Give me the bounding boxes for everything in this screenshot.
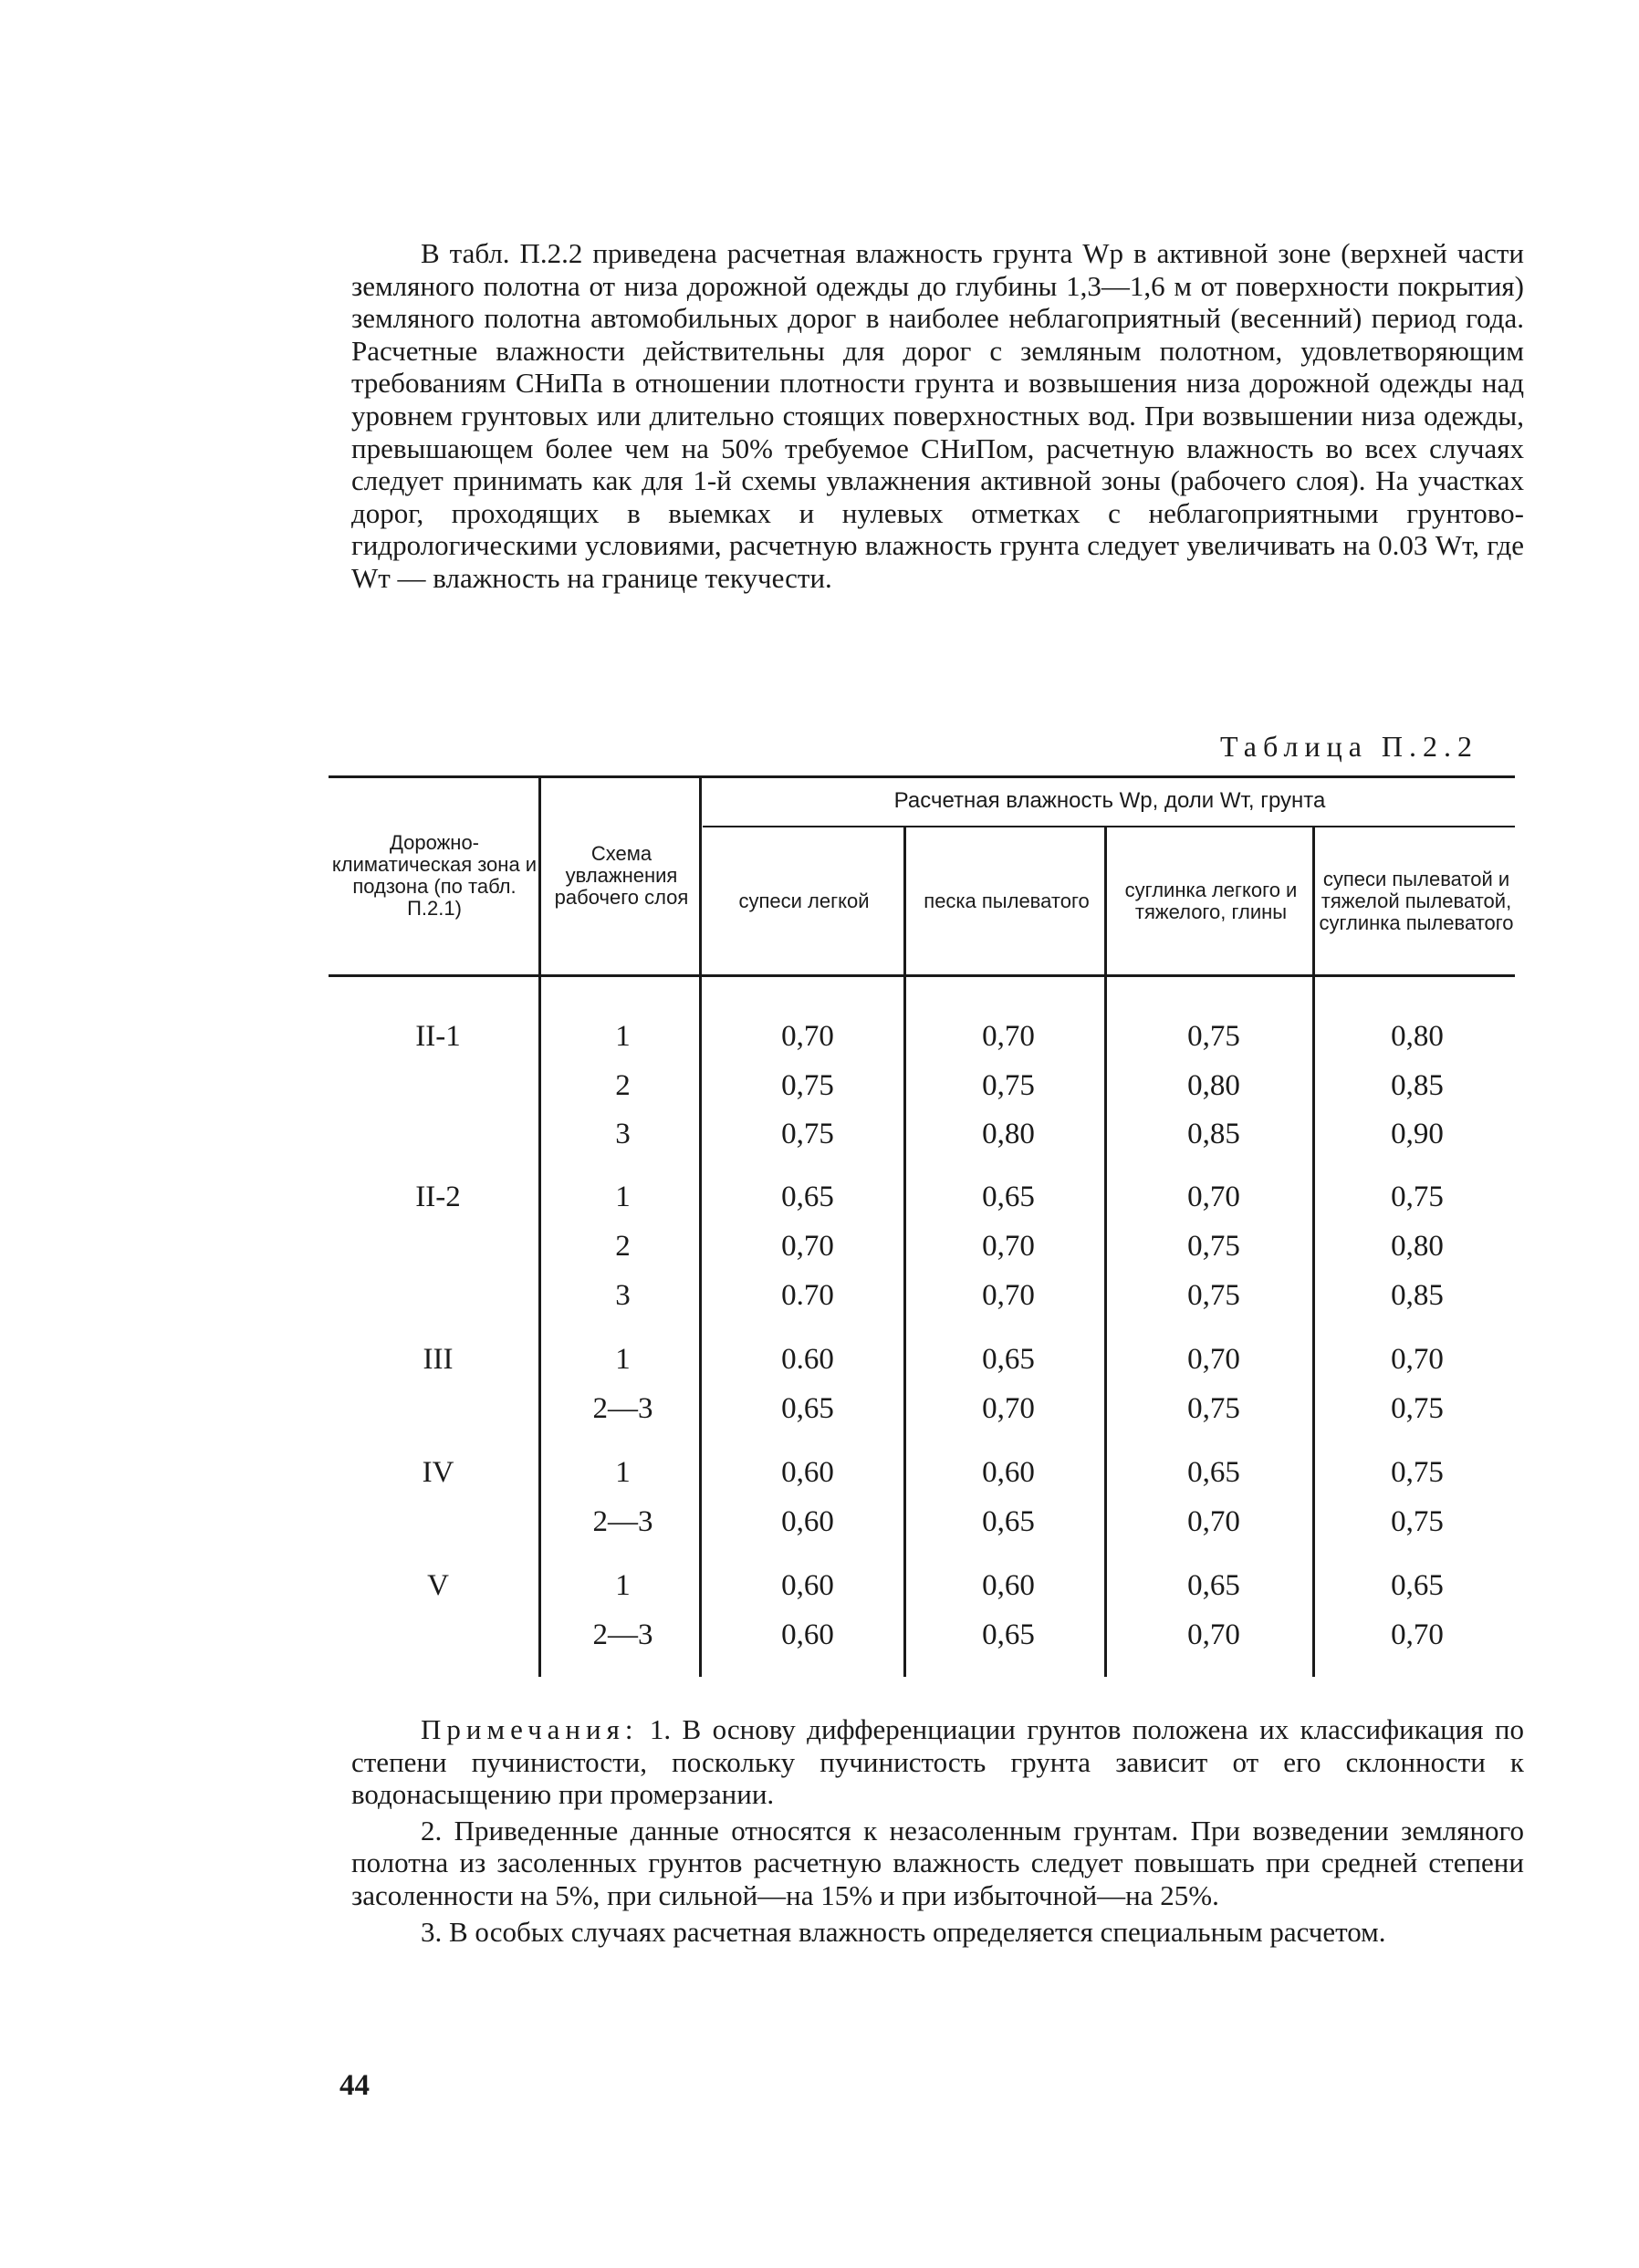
cell-value: 0,65 — [781, 1181, 834, 1213]
cell-value: 0.70 — [781, 1279, 834, 1312]
cell-value: 0,85 — [1391, 1279, 1444, 1312]
cell-scheme: 2—3 — [592, 1618, 653, 1651]
cell-value: 0,70 — [1187, 1618, 1240, 1651]
cell-value: 0,65 — [1187, 1456, 1240, 1489]
cell-scheme: 3 — [615, 1118, 631, 1150]
cell-scheme: 2—3 — [592, 1392, 653, 1425]
table-column-divider — [903, 827, 906, 1677]
intro-text: В табл. П.2.2 приведена расчетная влажность грунта Wp в активной зоне (верхней части земляного полотна от низа дорожной одежды до глубины 1,3—1,6 м от поверхности покрытия) земляного полотна автомобильных дорог в наиболее неблагоприятный (весенний) период года. Расчетные влажности действительны для дорог с земляным полотном, удовлетворяющим требованиям СНиПа в отношении плотности грунта и возвышения низа дорожной одежды над уровнем грунтовых или длительно стоящих поверхностных вод. При возвышении низа одежды, превышающем более чем на 50% требуемое СНиПом, расчетную влажность во всех случаях следует принимать как для 1-й схемы увлажнения активной зоны (рабочего слоя). На участках дорог, проходящих в выемках и нулевых отметках с неблагоприятными грунтово-гидрологическими условиями, расчетную влажность грунта следует увеличивать на 0.03 Wт, где Wт — влажность на границе текучести. — [351, 237, 1524, 594]
cell-value: 0,85 — [1391, 1069, 1444, 1102]
cell-value: 0,70 — [781, 1020, 834, 1053]
page-number: 44 — [339, 2069, 370, 2102]
cell-value: 0,80 — [1187, 1069, 1240, 1102]
header-moisture-span: Расчетная влажность Wp, доли Wт, грунта — [893, 788, 1326, 813]
header-scheme: Схема увлажнения рабочего слоя — [554, 842, 689, 909]
cell-value: 0,75 — [1187, 1392, 1240, 1425]
cell-value: 0,80 — [982, 1118, 1035, 1150]
header-zone: Дорожно-климатическая зона и подзона (по табл. П.2.1) — [331, 831, 538, 920]
cell-value: 0,65 — [1187, 1569, 1240, 1602]
cell-value: 0,80 — [1391, 1020, 1444, 1053]
cell-value: 0,65 — [982, 1618, 1035, 1651]
cell-value: 0,65 — [781, 1392, 834, 1425]
cell-value: 0,75 — [1391, 1392, 1444, 1425]
cell-value: 0,70 — [982, 1279, 1035, 1312]
cell-value: 0,60 — [781, 1618, 834, 1651]
cell-value: 0,85 — [1187, 1118, 1240, 1150]
table-subheader-rule — [703, 826, 1515, 827]
header-col-2: песка пылеватого — [924, 889, 1090, 912]
cell-value: 0,65 — [982, 1505, 1035, 1538]
cell-value: 0,65 — [1391, 1569, 1444, 1602]
note-1 — [351, 1713, 1524, 1811]
cell-zone: II-2 — [415, 1181, 461, 1213]
cell-value: 0,75 — [781, 1069, 834, 1102]
cell-zone: III — [423, 1343, 454, 1376]
cell-value: 0,75 — [1187, 1020, 1240, 1053]
header-col-3: суглинка легкого и тяжелого, глины — [1124, 878, 1298, 923]
cell-value: 0,70 — [1391, 1618, 1444, 1651]
cell-scheme: 1 — [615, 1456, 631, 1489]
header-col-1: супеси легкой — [738, 889, 870, 912]
cell-zone: II-1 — [415, 1020, 461, 1053]
table-caption: Таблица П.2.2 — [1220, 730, 1478, 763]
notes-lead: Примечания: — [421, 1713, 639, 1745]
table-column-divider — [1104, 827, 1107, 1677]
note-2 — [351, 1815, 1524, 1912]
cell-value: 0,70 — [1391, 1343, 1444, 1376]
cell-scheme: 2 — [615, 1069, 631, 1102]
note-3 — [351, 1916, 1524, 1949]
cell-value: 0,70 — [1187, 1343, 1240, 1376]
cell-value: 0,70 — [1187, 1181, 1240, 1213]
cell-value: 0,70 — [982, 1020, 1035, 1053]
cell-value: 0,75 — [982, 1069, 1035, 1102]
note-2-text: 2. Приведенные данные относятся к незасоленным грунтам. При возведении земляного полотна из засоленных грунтов расчетную влажность следует повышать при средней степени засоленности на 5%, при сильной—на 15% и при избыточной—на 25%. — [351, 1814, 1524, 1911]
note-1-text: 1. В основу дифференциации грунтов положена их классификация по степени пучинистости, поскольку пучинистость грунта зависит от его склонности к водонасыщению при промерзании. — [351, 1713, 1524, 1811]
cell-value: 0,70 — [781, 1230, 834, 1263]
cell-scheme: 2 — [615, 1230, 631, 1263]
cell-scheme: 3 — [615, 1279, 631, 1312]
cell-value: 0,60 — [781, 1569, 834, 1602]
intro-paragraph — [351, 237, 1524, 595]
header-col-4: супеси пылеватой и тяжелой пылеватой, суглинка пылеватого — [1319, 867, 1514, 934]
cell-value: 0.60 — [781, 1343, 834, 1376]
table-column-divider — [699, 778, 702, 1677]
cell-value: 0,75 — [1391, 1505, 1444, 1538]
cell-value: 0,60 — [781, 1505, 834, 1538]
cell-zone: IV — [422, 1456, 454, 1489]
cell-value: 0,90 — [1391, 1118, 1444, 1150]
cell-value: 0,65 — [982, 1181, 1035, 1213]
table-column-divider — [538, 778, 541, 1677]
cell-value: 0,70 — [982, 1392, 1035, 1425]
cell-value: 0,70 — [1187, 1505, 1240, 1538]
cell-scheme: 1 — [615, 1020, 631, 1053]
cell-value: 0,75 — [1391, 1181, 1444, 1213]
cell-scheme: 1 — [615, 1181, 631, 1213]
cell-value: 0,75 — [1391, 1456, 1444, 1489]
cell-value: 0,75 — [781, 1118, 834, 1150]
cell-value: 0,75 — [1187, 1279, 1240, 1312]
cell-value: 0,65 — [982, 1343, 1035, 1376]
cell-value: 0,60 — [781, 1456, 834, 1489]
cell-value: 0,60 — [982, 1456, 1035, 1489]
cell-value: 0,75 — [1187, 1230, 1240, 1263]
table-header-rule — [329, 974, 1515, 977]
cell-value: 0,80 — [1391, 1230, 1444, 1263]
cell-value: 0,70 — [982, 1230, 1035, 1263]
cell-scheme: 1 — [615, 1569, 631, 1602]
notes-block — [351, 1713, 1524, 1951]
cell-value: 0,60 — [982, 1569, 1035, 1602]
note-3-text: 3. В особых случаях расчетная влажность определяется специальным расчетом. — [421, 1915, 1386, 1948]
cell-zone: V — [427, 1569, 449, 1602]
cell-scheme: 1 — [615, 1343, 631, 1376]
cell-scheme: 2—3 — [592, 1505, 653, 1538]
